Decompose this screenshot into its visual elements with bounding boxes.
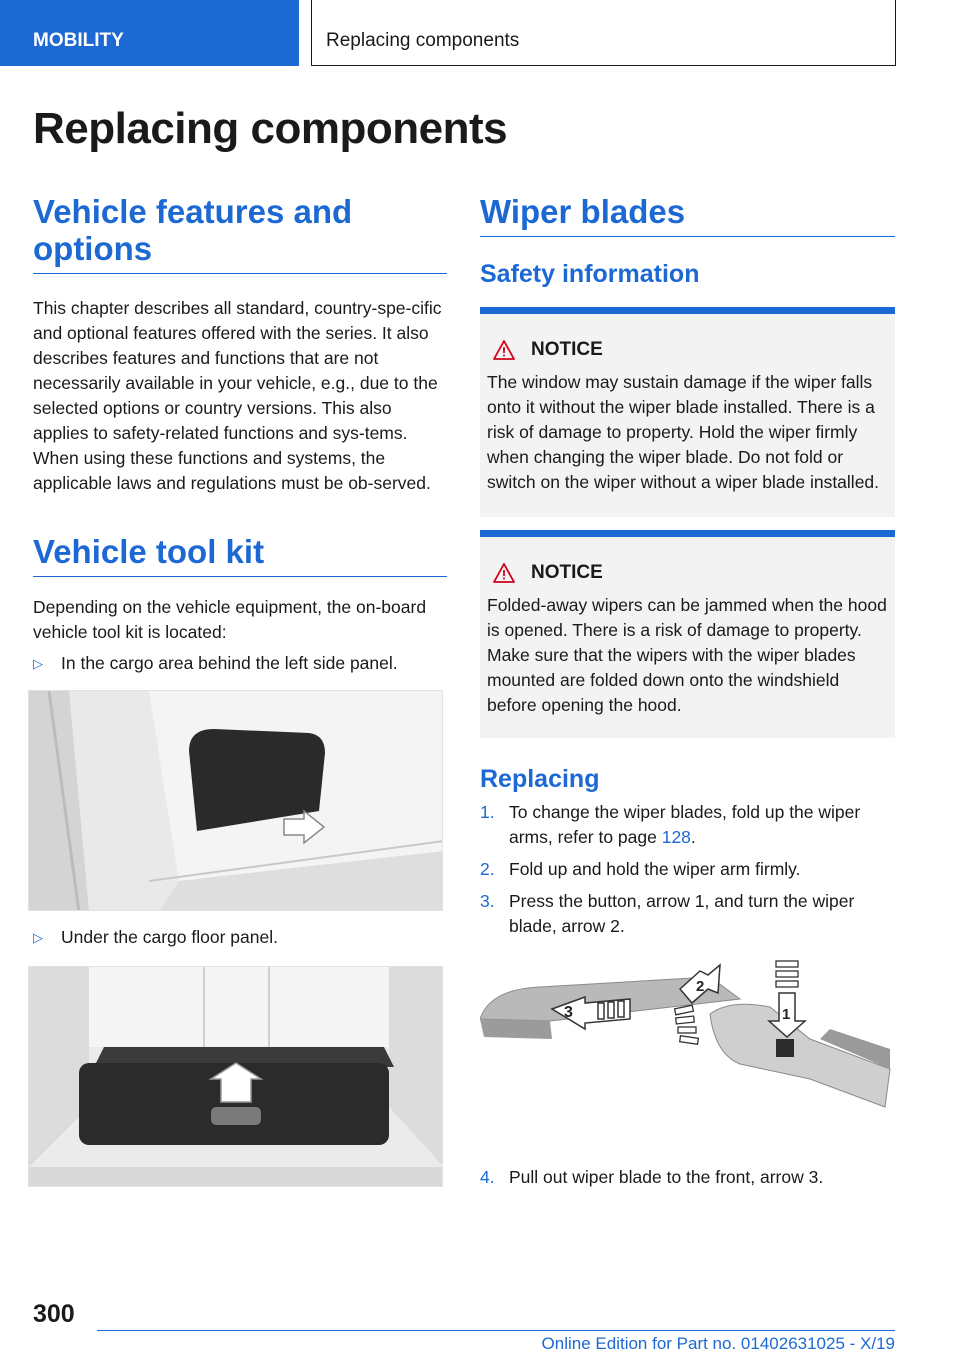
list-item (33, 651, 447, 676)
step-number: 1. (480, 802, 495, 822)
warning-icon (493, 563, 515, 583)
features-text: This chapter describes all standard, country-spe-cific and optional features offered with the series. It also describes features and functions that are not necessarily available in your vehicle, e.g., due to the selected options or country versions. This also applies to safety-related functions and sys-tems. When using these functions and systems, the applicable laws and regulations must be ob-served. (33, 298, 442, 493)
step-text: Pull out wiper blade to the front, arrow 3. (509, 1167, 824, 1187)
page-link[interactable]: 128 (661, 827, 691, 847)
step-number: 2. (480, 859, 495, 879)
notice-label: NOTICE (531, 562, 603, 583)
chapter-tab: Replacing components (311, 0, 896, 66)
page-header (0, 0, 960, 66)
cargo-side-panel-illustration (29, 691, 443, 911)
notice-text: Folded-away wipers can be jammed when the hood is opened. There is a risk of damage to property. Make sure that the wipers with the wiper blades mounted are folded down onto the windshield before opening the hood. (487, 595, 887, 715)
step-text: To change the wiper blades, fold up the wiper arms, refer to page (509, 802, 861, 847)
cargo-side-panel-image (28, 690, 443, 911)
page-number: 300 (33, 1300, 75, 1328)
section-tab: MOBILITY (0, 0, 299, 66)
step-number: 4. (480, 1167, 495, 1187)
notice-text: The window may sustain damage if the wiper falls onto it without the wiper blade installed. There is a risk of damage to property. Hold the wiper firmly when changing the wiper blade. Do not fold or switch on the wiper without a wiper blade installed. (487, 372, 880, 492)
notice-label: NOTICE (531, 339, 603, 360)
notice-header (493, 336, 888, 364)
triangle-bullet-icon: ▷ (33, 656, 43, 671)
replacing-heading: Replacing (480, 765, 600, 793)
notice-box (480, 530, 895, 738)
list-item (480, 800, 894, 850)
edition-text: Online Edition for Part no. 01402631025 - X/19 (541, 1334, 895, 1353)
step-text: Press the button, arrow 1, and turn the wiper blade, arrow 2. (509, 891, 855, 936)
list-item (480, 857, 894, 882)
list-item (33, 925, 447, 950)
bullet-text: Under the cargo floor panel. (61, 927, 278, 947)
step-text-end: . (690, 827, 696, 847)
wiper-blade-image (480, 959, 895, 1131)
safety-heading: Safety information (480, 260, 700, 288)
cargo-floor-panel-illustration (29, 967, 443, 1187)
warning-icon (493, 340, 515, 360)
arrow-2-label: 2 (696, 978, 705, 995)
list-item (480, 1165, 894, 1190)
features-heading: Vehicle features and options (33, 193, 447, 274)
right-column (480, 193, 894, 1190)
wiper-heading: Wiper blades (480, 193, 895, 237)
arrow-3-label: 3 (564, 1004, 573, 1021)
footer-divider (97, 1330, 895, 1331)
toolkit-heading: Vehicle tool kit (33, 533, 447, 577)
page-title: Replacing components (33, 104, 508, 153)
step-number: 3. (480, 891, 495, 911)
list-item (480, 889, 894, 939)
bullet-text: In the cargo area behind the left side panel. (61, 653, 398, 673)
wiper-blade-illustration (480, 959, 895, 1131)
step-text: Fold up and hold the wiper arm firmly. (509, 859, 801, 879)
notice-header (493, 559, 888, 587)
left-column (33, 193, 447, 1187)
cargo-floor-panel-image (28, 966, 443, 1187)
arrow-1-label: 1 (782, 1006, 791, 1023)
triangle-bullet-icon: ▷ (33, 930, 43, 945)
toolkit-intro: Depending on the vehicle equipment, the on-board vehicle tool kit is located: (33, 597, 427, 642)
notice-box (480, 307, 895, 517)
